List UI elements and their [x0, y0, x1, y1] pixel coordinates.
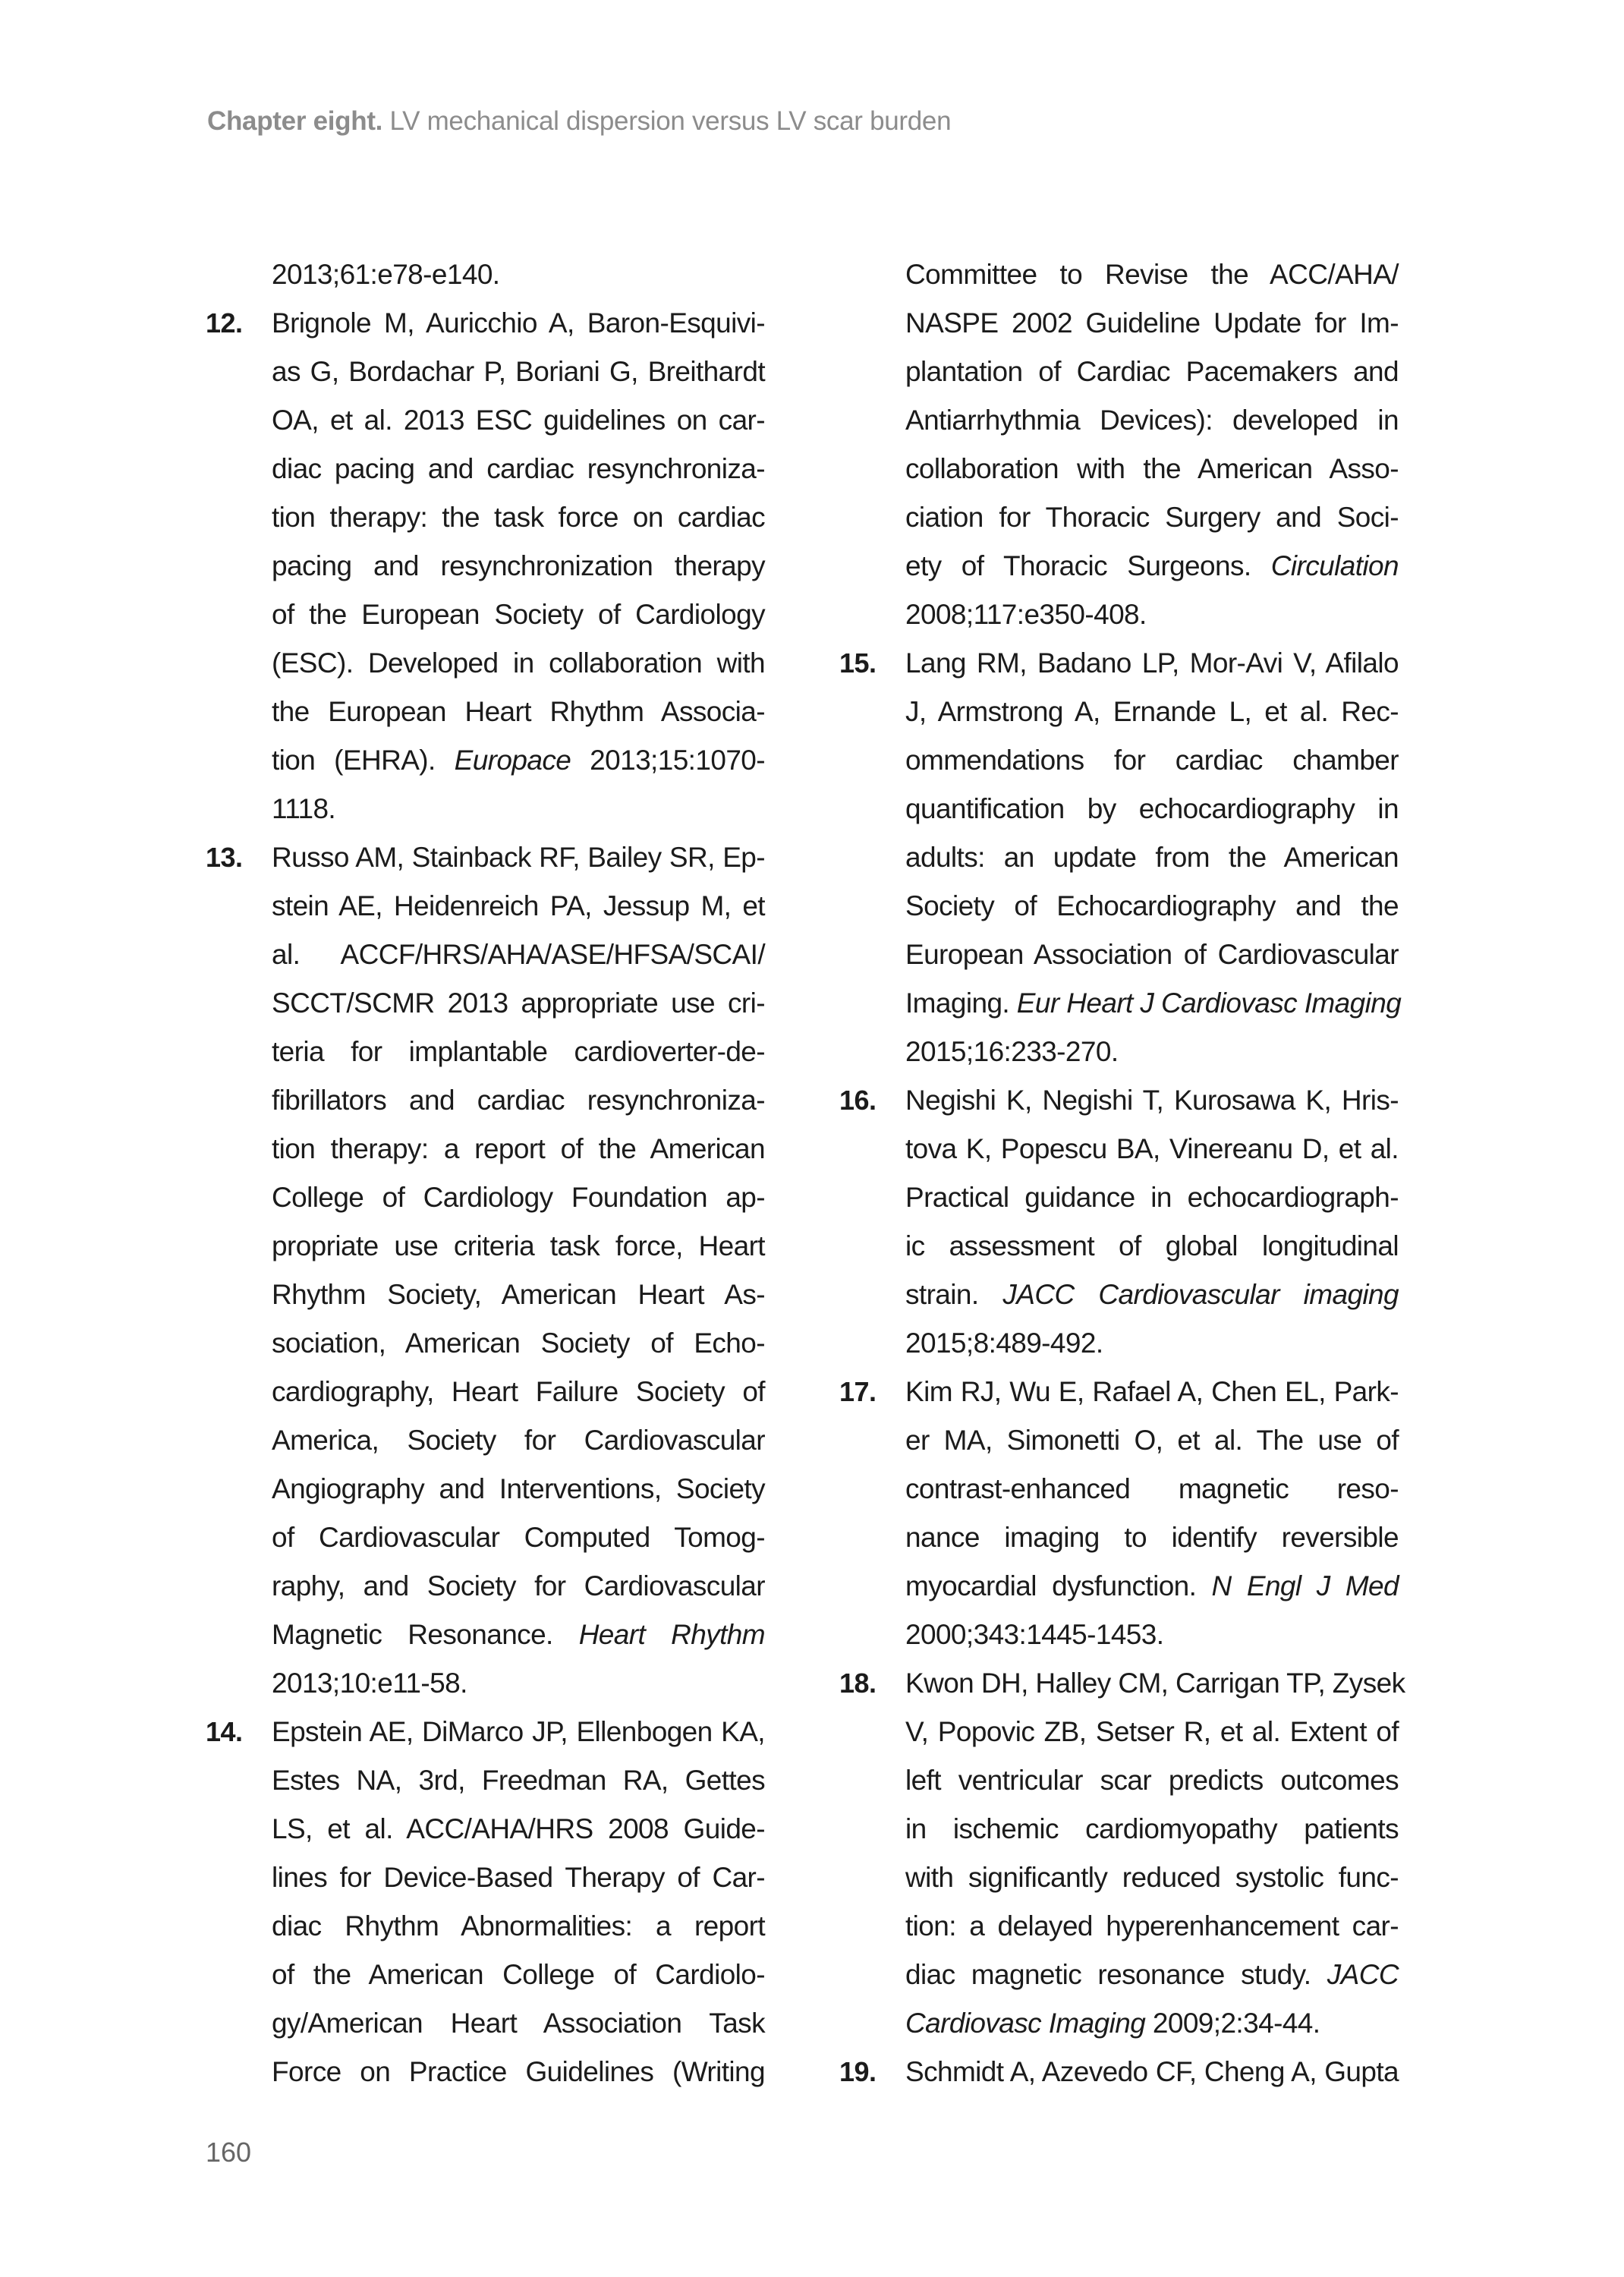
- journal-name: Europace: [454, 745, 571, 776]
- reference-line: [839, 1611, 1399, 1659]
- reference-text: gy/American Heart Association Task: [272, 2008, 765, 2039]
- reference-line: [839, 833, 1399, 882]
- references-left-column: [206, 250, 765, 2096]
- reference-number: 14.: [206, 1716, 243, 1747]
- reference-line: [839, 250, 1399, 299]
- reference-text: 2000;343:1445-1453.: [905, 1619, 1164, 1650]
- reference-line: [839, 542, 1399, 591]
- reference-line: [206, 1028, 765, 1076]
- reference-text: Practical guidance in echocardiograph-: [905, 1182, 1399, 1213]
- reference-line: [839, 1853, 1399, 1902]
- reference-text: in ischemic cardiomyopathy patients: [905, 1813, 1399, 1844]
- reference-text: with significantly reduced systolic func-: [905, 1862, 1399, 1893]
- reference-line: [206, 1853, 765, 1902]
- reference-text: 2008;117:e350-408.: [905, 599, 1147, 630]
- reference-text: [272, 1611, 765, 1659]
- reference-text: tion therapy: a report of the American: [272, 1133, 765, 1164]
- reference-entry-start: [839, 2048, 1399, 2096]
- reference-text: tion therapy: the task force on cardiac: [272, 502, 765, 533]
- reference-line: [206, 1465, 765, 1513]
- reference-line: [206, 639, 765, 688]
- reference-text: College of Cardiology Foundation ap-: [272, 1182, 765, 1213]
- reference-line: [839, 493, 1399, 542]
- reference-line: [206, 882, 765, 931]
- reference-text: [905, 1271, 1399, 1319]
- reference-text: (ESC). Developed in collaboration with: [272, 647, 765, 679]
- reference-line: [206, 1368, 765, 1416]
- reference-line: [206, 1076, 765, 1125]
- reference-line: [839, 1416, 1399, 1465]
- reference-line: [839, 1125, 1399, 1173]
- reference-text: J, Armstrong A, Ernande L, et al. Rec-: [905, 696, 1399, 727]
- reference-text-segment: strain.: [905, 1279, 1003, 1310]
- reference-text: tion: a delayed hyperenhancement car-: [905, 1910, 1399, 1942]
- reference-text: al. ACCF/HRS/AHA/ASE/HFSA/SCAI/: [272, 939, 765, 970]
- reference-line: [839, 1173, 1399, 1222]
- reference-line: [206, 445, 765, 493]
- reference-text: ciation for Thoracic Surgery and Soci-: [905, 502, 1399, 533]
- reference-entry-start: [839, 1368, 1399, 1416]
- reference-number: 15.: [839, 647, 877, 679]
- reference-number: 13.: [206, 842, 243, 873]
- reference-line: [206, 1125, 765, 1173]
- reference-text: 2015;16:233-270.: [905, 1036, 1119, 1067]
- reference-number: 17.: [839, 1376, 877, 1407]
- reference-line: [839, 785, 1399, 833]
- reference-line: [839, 979, 1402, 1028]
- reference-line: [206, 1999, 765, 2048]
- reference-text: diac pacing and cardiac resynchroniza-: [272, 453, 765, 484]
- reference-text: 2013;61:e78-e140.: [272, 259, 500, 290]
- reference-line: [839, 1708, 1399, 1756]
- reference-line: [839, 1805, 1399, 1853]
- reference-line: [206, 1951, 765, 1999]
- reference-text: Committee to Revise the ACC/AHA/: [905, 259, 1399, 290]
- journal-name: Circulation: [1270, 550, 1399, 581]
- reference-text: Angiography and Interventions, Society: [272, 1473, 765, 1504]
- reference-entry-start: [839, 1076, 1399, 1125]
- reference-text: [905, 542, 1399, 591]
- reference-text: 2013;10:e11-58.: [272, 1668, 467, 1699]
- reference-line: [839, 1513, 1399, 1562]
- reference-text: OA, et al. 2013 ESC guidelines on car-: [272, 405, 765, 436]
- reference-line: [839, 1222, 1399, 1271]
- reference-line: [839, 1271, 1399, 1319]
- reference-line: [206, 1271, 765, 1319]
- reference-line: [206, 931, 765, 979]
- reference-text: plantation of Cardiac Pacemakers and: [905, 356, 1399, 387]
- reference-text: pacing and resynchronization therapy: [272, 550, 765, 581]
- reference-text: stein AE, Heidenreich PA, Jessup M, et: [272, 890, 765, 921]
- reference-text: 1118.: [272, 793, 336, 824]
- reference-citation: 2009;2:34-44.: [1145, 2008, 1320, 2039]
- reference-text: European Association of Cardiovascular: [905, 939, 1399, 970]
- reference-line: [206, 1513, 765, 1562]
- reference-text: ommendations for cardiac chamber: [905, 745, 1399, 776]
- reference-line: [839, 1951, 1399, 1999]
- reference-text: of the American College of Cardiolo-: [272, 1959, 765, 1990]
- reference-number: 19.: [839, 2056, 877, 2087]
- reference-line: [206, 736, 765, 785]
- reference-line: [839, 1028, 1399, 1076]
- reference-text: Force on Practice Guidelines (Writing: [272, 2056, 765, 2087]
- reference-entry-start: [839, 1659, 1405, 1708]
- reference-text: Epstein AE, DiMarco JP, Ellenbogen KA,: [272, 1716, 765, 1747]
- reference-text: Brignole M, Auricchio A, Baron-Esquivi-: [272, 307, 765, 339]
- journal-name: Cardiovasc Imaging: [905, 2008, 1146, 2039]
- reference-text: Kim RJ, Wu E, Rafael A, Chen EL, Park-: [905, 1376, 1399, 1407]
- reference-text: [905, 979, 1402, 1028]
- reference-entry-start: [206, 1708, 765, 1756]
- reference-number: 18.: [839, 1668, 877, 1699]
- reference-entry-start: [206, 833, 765, 882]
- reference-text: sociation, American Society of Echo-: [272, 1327, 765, 1359]
- reference-text: Schmidt A, Azevedo CF, Cheng A, Gupta: [905, 2056, 1399, 2087]
- reference-text: quantification by echocardiography in: [905, 793, 1399, 824]
- reference-number: 16.: [839, 1085, 877, 1116]
- reference-text-segment: myocardial dysfunction.: [905, 1570, 1212, 1601]
- reference-line: [839, 1319, 1399, 1368]
- reference-line: [839, 688, 1399, 736]
- reference-line: [206, 542, 765, 591]
- reference-text: Estes NA, 3rd, Freedman RA, Gettes: [272, 1765, 765, 1796]
- reference-text: NASPE 2002 Guideline Update for Im-: [905, 307, 1399, 339]
- reference-text: diac Rhythm Abnormalities: a report: [272, 1910, 765, 1942]
- reference-text: Russo AM, Stainback RF, Bailey SR, Ep-: [272, 842, 765, 873]
- reference-text: as G, Bordachar P, Boriani G, Breithardt: [272, 356, 765, 387]
- running-head: [207, 106, 951, 137]
- chapter-label: Chapter eight.: [207, 106, 383, 136]
- journal-name: N Engl J Med: [1211, 1570, 1399, 1601]
- reference-line: [206, 1562, 765, 1611]
- reference-text: LS, et al. ACC/AHA/HRS 2008 Guide-: [272, 1813, 765, 1844]
- reference-text: nance imaging to identify reversible: [905, 1522, 1399, 1553]
- chapter-title: LV mechanical dispersion versus LV scar burden: [389, 106, 952, 136]
- reference-line: [206, 785, 765, 833]
- reference-text: lines for Device-Based Therapy of Car-: [272, 1862, 765, 1893]
- references-right-column: [839, 250, 1405, 2096]
- reference-line: [206, 1319, 765, 1368]
- reference-text: raphy, and Society for Cardiovascular: [272, 1570, 765, 1601]
- journal-name: JACC: [1327, 1959, 1399, 1990]
- reference-entry-start: [839, 639, 1399, 688]
- reference-line: [839, 396, 1399, 445]
- reference-entry-start: [206, 299, 765, 348]
- reference-text: fibrillators and cardiac resynchroniza-: [272, 1085, 765, 1116]
- reference-text: V, Popovic ZB, Setser R, et al. Extent of: [905, 1716, 1399, 1747]
- reference-line: [206, 1756, 765, 1805]
- reference-line: [206, 1902, 765, 1951]
- reference-text: Rhythm Society, American Heart As-: [272, 1279, 765, 1310]
- reference-text: teria for implantable cardioverter-de-: [272, 1036, 765, 1067]
- reference-text: Lang RM, Badano LP, Mor-Avi V, Afilalo: [905, 647, 1399, 679]
- reference-line: [839, 348, 1399, 396]
- reference-line: [839, 882, 1399, 931]
- reference-line: [206, 1659, 765, 1708]
- journal-name: JACC Cardiovascular imaging: [1002, 1279, 1399, 1310]
- reference-text-segment: Magnetic Resonance.: [272, 1619, 579, 1650]
- reference-line: [839, 1465, 1399, 1513]
- reference-line: [839, 591, 1399, 639]
- reference-text: of Cardiovascular Computed Tomog-: [272, 1522, 765, 1553]
- reference-text-segment: Imaging.: [905, 987, 1017, 1019]
- reference-text: collaboration with the American Asso-: [905, 453, 1399, 484]
- reference-text: tova K, Popescu BA, Vinereanu D, et al.: [905, 1133, 1399, 1164]
- reference-text-segment: tion (EHRA).: [272, 745, 455, 776]
- reference-line: [839, 1999, 1399, 2048]
- reference-text: Antiarrhythmia Devices): developed in: [905, 405, 1399, 436]
- page-number: 160: [206, 2137, 252, 2168]
- reference-line: [839, 445, 1399, 493]
- reference-line: [206, 396, 765, 445]
- reference-line: [206, 250, 765, 299]
- reference-line: [206, 348, 765, 396]
- reference-text-segment: diac magnetic resonance study.: [905, 1959, 1327, 1990]
- reference-line: [206, 493, 765, 542]
- reference-line: [839, 1902, 1399, 1951]
- reference-text: contrast-enhanced magnetic reso-: [905, 1473, 1399, 1504]
- reference-text: [272, 736, 765, 785]
- reference-text: ic assessment of global longitudinal: [905, 1230, 1399, 1261]
- reference-text: the European Heart Rhythm Associa-: [272, 696, 765, 727]
- reference-line: [839, 1562, 1399, 1611]
- reference-line: [206, 1416, 765, 1465]
- reference-text: Kwon DH, Halley CM, Carrigan TP, Zysek: [905, 1668, 1405, 1699]
- reference-line: [839, 931, 1399, 979]
- reference-text: [905, 1999, 1399, 2048]
- reference-text: propriate use criteria task force, Heart: [272, 1230, 765, 1261]
- reference-text: adults: an update from the American: [905, 842, 1399, 873]
- reference-line: [206, 2048, 765, 2096]
- reference-line: [206, 591, 765, 639]
- journal-name: Heart Rhythm: [578, 1619, 765, 1650]
- reference-text: of the European Society of Cardiology: [272, 599, 765, 630]
- reference-text: Society of Echocardiography and the: [905, 890, 1399, 921]
- reference-line: [206, 1805, 765, 1853]
- reference-text: SCCT/SCMR 2013 appropriate use cri-: [272, 987, 765, 1019]
- reference-text: 2015;8:489-492.: [905, 1327, 1103, 1359]
- reference-number: 12.: [206, 307, 243, 339]
- reference-line: [206, 1222, 765, 1271]
- reference-line: [206, 1611, 765, 1659]
- reference-text: [905, 1562, 1399, 1611]
- reference-line: [206, 688, 765, 736]
- reference-line: [839, 736, 1399, 785]
- journal-name: Eur Heart J Cardiovasc Imaging: [1016, 987, 1402, 1019]
- reference-line: [839, 1756, 1399, 1805]
- reference-line: [206, 979, 765, 1028]
- reference-citation: 2013;15:1070-: [571, 745, 765, 776]
- reference-text: [905, 1951, 1399, 1999]
- reference-text: cardiography, Heart Failure Society of: [272, 1376, 765, 1407]
- reference-line: [206, 1173, 765, 1222]
- reference-text: left ventricular scar predicts outcomes: [905, 1765, 1399, 1796]
- reference-line: [839, 299, 1399, 348]
- reference-text-segment: ety of Thoracic Surgeons.: [905, 550, 1271, 581]
- reference-text: America, Society for Cardiovascular: [272, 1425, 765, 1456]
- reference-text: er MA, Simonetti O, et al. The use of: [905, 1425, 1399, 1456]
- reference-text: Negishi K, Negishi T, Kurosawa K, Hris-: [905, 1085, 1399, 1116]
